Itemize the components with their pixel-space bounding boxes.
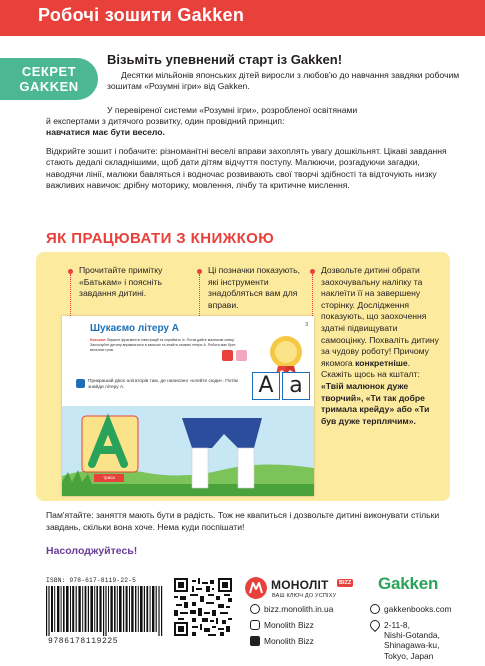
tip-stickers-quote: «Твій малюнок дуже творчий», «Ти так добре тримала крейду» або «Ти був дуже терплячим». (321, 380, 430, 426)
remember-paragraph: Пам'ятайте: заняття мають бути в радість. Тож не квапиться і дозвольте дитині виконувати стільки завдань, скільки вона хоче. Нема куди поспішати! (46, 510, 440, 532)
header-title: Робочі зошити Gakken (38, 5, 245, 25)
enjoy-text: Насолоджуйтесь! (46, 545, 138, 557)
intro-principle-rest: й експертами з дитячого розвитку, один провідний принцип: (46, 116, 285, 127)
address-line: Nishi-Gotanda, (384, 630, 440, 641)
globe-icon (250, 604, 260, 614)
monolit-instagram-text: Monolith Bizz (264, 620, 314, 630)
tip-stickers (321, 265, 439, 427)
monolit-facebook-text: Monolith Bizz (264, 636, 314, 646)
secret-badge-line2: GAKKEN (19, 79, 79, 94)
tip-parents-note: Прочитайте примітку «Батькам» і поясніть завдання дитині. (79, 265, 163, 299)
gakken-website-text: gakkenbooks.com (384, 604, 452, 614)
intro-title: Візьміть упевнений старт із Gakken! (107, 52, 343, 67)
tip-tool-icons: Ці позначки показують, які інструменти знадобляться вам для вправи. (208, 265, 300, 310)
sticker-medal-icon (268, 334, 304, 374)
discover-paragraph: Відкрийте зошит і побачите: різноманітні веселі вправи захоплять увагу дошкільнят. Цікаві завдання стають дедалі складнішими, щоб дати дітям відчуття поступу. Малюючи, розгадуючи загадки, наводячи лінії, малюки бавляться і водночас розвивають свої творчі здібності та відточують низку важливих навичок: дрібну моторику, мовлення, лічбу та критичне мислення. (46, 146, 447, 191)
qr-code[interactable] (174, 578, 232, 636)
location-pin-wrap (370, 619, 384, 633)
sample-page-number: 3 (305, 322, 308, 328)
sample-parents-label: Батькам: (90, 338, 107, 342)
barcode-bars (46, 586, 164, 636)
tip-stickers-bold: конкретніше (355, 357, 408, 368)
address-line: Shinagawa-ku, (384, 640, 440, 651)
tip-stickers-text: Дозвольте дитині обрати заохочувальну наліпку та наклеїти її на завершену сторінку. Дослідження показують, що заохочення здатні підвищувати самооцінку. Похваліть дитину за чудову роботу! Причому якомога (321, 265, 439, 368)
gakken-website[interactable] (370, 603, 452, 617)
monolit-instagram[interactable] (250, 619, 314, 633)
gakken-address (384, 620, 440, 661)
globe-icon (370, 604, 380, 614)
location-pin-icon (368, 618, 382, 632)
secret-badge-line1: СЕКРЕТ (21, 64, 77, 79)
sample-parents-text: Виріжте фрагменти ілюстрацій та сприйміть їх. Потім дайте малюкові олівці. Заохочуйте дитину вправлятися в записах та знайти сховані літери А. Робота має бути веселою грою. (90, 338, 236, 352)
monolit-name: МОНОЛІТ (271, 578, 329, 592)
intro-paragraph: Десятки мільйонів японських дітей виросли з любов'ю до навчання завдяки робочим зошитам «Розумні ігри» від Gakken. (107, 70, 460, 92)
address-line: Tokyo, Japan (384, 650, 434, 661)
how-to-title: ЯК ПРАЦЮВАТИ З КНИЖКОЮ (46, 230, 275, 247)
monolit-tagline: ВАШ КЛЮЧ ДО УСПІХУ (272, 593, 337, 599)
monolit-logo (245, 577, 357, 603)
monolit-emblem-icon (245, 577, 267, 599)
isbn-barcode (46, 577, 166, 649)
sample-task-text: Прикрашай двох алігаторів там, де написано «клейте сюди». Потім знайди літеру А. (88, 379, 238, 390)
header-band (0, 0, 485, 36)
monolit-website[interactable] (250, 603, 333, 617)
illustration-label: траса (103, 475, 115, 480)
tool-icons (222, 350, 252, 364)
intro-principle-bold: навчатися має бути весело. (46, 127, 165, 138)
tip-stickers-text2: . Скажіть щось на кшталт: (321, 357, 420, 380)
sample-parents-note (90, 338, 238, 352)
letter-lower-card: a (282, 372, 310, 400)
facebook-icon (250, 636, 260, 646)
isbn-label: ISBN: 978-617-8119-22-5 (46, 577, 137, 584)
instagram-icon (250, 620, 260, 630)
intro-principle (46, 105, 464, 139)
sample-workbook-page (62, 316, 314, 496)
gakken-logo: Gakken (378, 574, 439, 593)
scissors-icon (222, 350, 233, 361)
intro-principle-lead: У перевіреної системи «Розумні ігри», розробленої освітянами (107, 105, 358, 115)
secret-badge (0, 58, 98, 100)
address-line: 2-11-8, (384, 620, 410, 630)
task-number-badge (76, 379, 85, 388)
letter-upper-card: A (252, 372, 280, 400)
sample-illustration (62, 406, 314, 496)
bizz-badge: BIZZ (339, 580, 352, 586)
monolit-website-text: bizz.monolith.in.ua (264, 604, 334, 614)
sample-page-title: Шукаємо літеру А (90, 323, 179, 334)
isbn-digits: 9786178119225 (48, 637, 119, 646)
monolit-facebook[interactable] (250, 635, 314, 649)
glue-icon (236, 350, 247, 361)
